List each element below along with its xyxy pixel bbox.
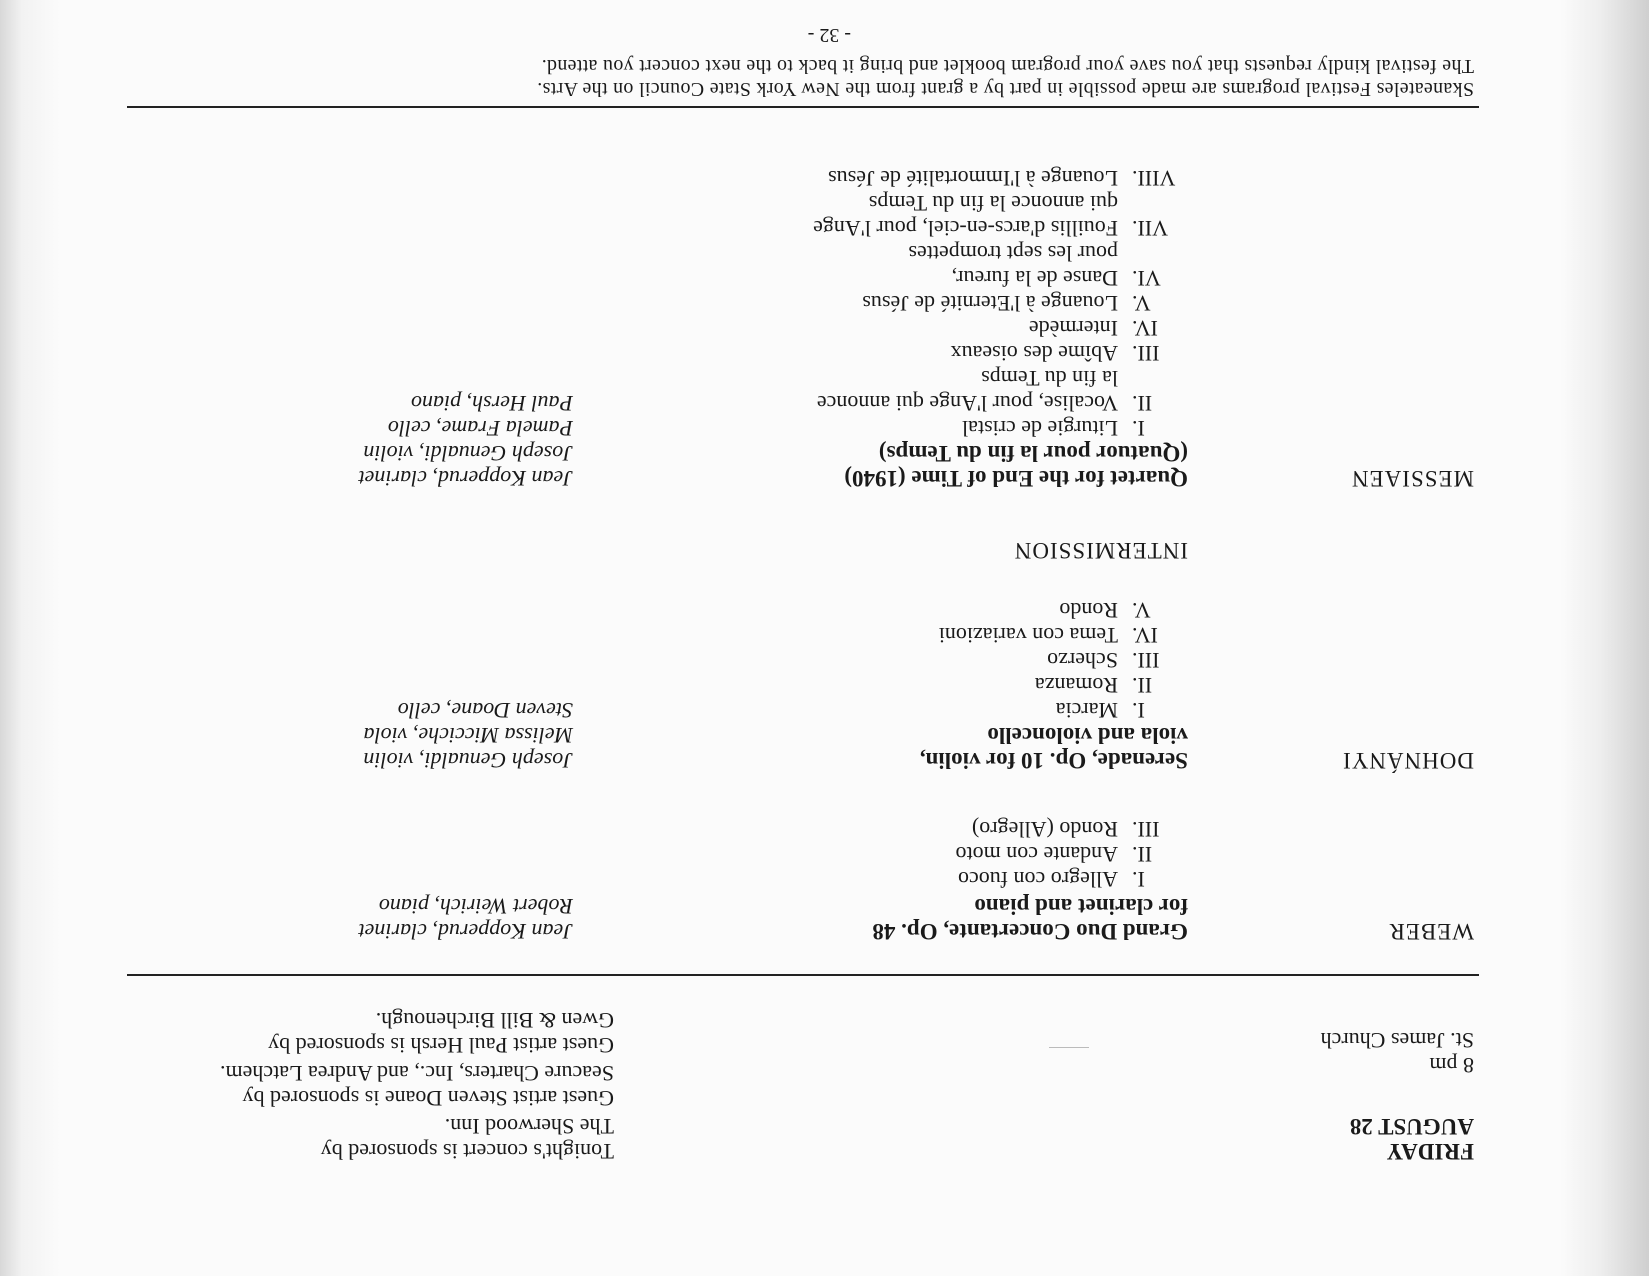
page-number: - 32 - — [807, 24, 851, 46]
movement-number: II. — [1132, 673, 1153, 698]
movement-number: V. — [1132, 598, 1151, 623]
movement-title: Andante con moto — [955, 842, 1118, 867]
footer-line: Skaneateles Festival programs are made possible in part by a grant from the New York State Council on the Arts. — [537, 78, 1474, 100]
time-label: 8 pm — [1429, 1053, 1474, 1078]
movement — [1059, 597, 1188, 623]
intermission-label: INTERMISSION — [1013, 538, 1188, 563]
movement — [862, 290, 1188, 316]
movement-title: Louange à l'Immortalité de Jésus — [828, 166, 1118, 191]
movement — [828, 165, 1188, 191]
work-title: Quartet for the End of Time (1940) — [844, 466, 1188, 491]
scan-mark — [1049, 1047, 1089, 1048]
footer-line: The festival kindly requests that you save your program booklet and bring it back to the next concert you attend. — [541, 55, 1474, 77]
work-title: Grand Duo Concertante, Op. 48 — [872, 919, 1188, 944]
movement-continuation: la fin du Temps — [981, 366, 1118, 391]
header-divider — [127, 974, 1479, 976]
movement-title: Danse de la fureur, — [951, 266, 1118, 291]
composer-name: MESSIAEN — [1350, 466, 1474, 491]
movement-title: Fouillis d'arcs-en-ciel, pour l'Ange — [813, 216, 1118, 241]
sponsor-line: Seacure Charters, Inc., and Andrea Latchem. — [220, 1061, 614, 1086]
movement — [1035, 672, 1188, 698]
sponsor-line: Guest artist Paul Hersh is sponsored by — [268, 1033, 614, 1058]
movement-number: II. — [1132, 391, 1153, 416]
movement — [951, 340, 1188, 366]
movement-title: Scherzo — [1047, 648, 1118, 673]
movement — [813, 215, 1188, 241]
movement — [1047, 647, 1188, 673]
sponsor-line: Gwen & Bill Birchenough. — [375, 1008, 614, 1033]
movement-title: Rondo (Allegro) — [971, 817, 1118, 842]
movement-number: V. — [1132, 291, 1151, 316]
performer: Pamela Frame, cello — [387, 416, 573, 441]
sponsor-line: The Sherwood Inn. — [444, 1114, 614, 1139]
movement-title: Romanza — [1034, 673, 1118, 698]
date-label: AUGUST 28 — [1349, 1114, 1474, 1139]
work-title: Serenade, Op. 10 for violin, — [919, 748, 1188, 773]
sponsor-line: Guest artist Steven Doane is sponsored by — [242, 1086, 614, 1111]
performer: Joseph Genualdi, violin — [363, 441, 573, 466]
performer: Joseph Genualdi, violin — [363, 748, 573, 773]
movement-title: Intermède — [1028, 316, 1118, 341]
movement-number: II. — [1132, 842, 1153, 867]
movement-title: Allegro con fuoco — [957, 867, 1118, 892]
movement-number: III. — [1132, 817, 1160, 842]
movement-title: Rondo — [1059, 598, 1118, 623]
performer: Steven Doane, cello — [397, 698, 573, 723]
movement-title: Liturgie de cristal — [962, 416, 1118, 441]
footer-divider — [127, 106, 1479, 108]
work-subtitle: viola and violoncello — [987, 723, 1188, 748]
movement-number: III. — [1132, 648, 1160, 673]
movement-number: I. — [1132, 698, 1145, 723]
day-label: FRIDAY — [1386, 1139, 1474, 1164]
movement-number: VII. — [1132, 216, 1169, 241]
movement-title: Vocalise, pour l'Ange qui annonce — [816, 391, 1118, 416]
movement-continuation: qui annonce la fin du Temps — [868, 191, 1118, 216]
movement-number: IV. — [1132, 316, 1158, 341]
movement — [939, 622, 1188, 648]
movement — [955, 841, 1188, 867]
movement — [952, 265, 1188, 291]
movement — [962, 415, 1188, 441]
composer-name: DOHNÁNYI — [1342, 748, 1474, 773]
venue-label: St. James Church — [1320, 1028, 1474, 1053]
movement-number: I. — [1132, 867, 1145, 892]
movement-number: IV. — [1132, 623, 1158, 648]
work-subtitle: (Quatuor pour la fin du Temps) — [878, 441, 1188, 466]
movement-number: VIII. — [1132, 166, 1176, 191]
work-subtitle: for clarinet and piano — [974, 894, 1188, 919]
movement-number: I. — [1132, 416, 1145, 441]
performer: Paul Hersh, piano — [411, 391, 573, 416]
movement — [817, 390, 1188, 416]
movement-number: VI. — [1132, 266, 1161, 291]
composer-name: WEBER — [1388, 919, 1474, 944]
movement — [1029, 315, 1188, 341]
movement-continuation: pour les sept trompettes — [908, 241, 1118, 266]
movement-title: Abîme des oiseaux — [950, 341, 1118, 366]
movement-title: Tema con variazioni — [938, 623, 1118, 648]
movement-title: Louange à l'Eternité de Jésus — [862, 291, 1118, 316]
performer: Melissa Micciche, viola — [363, 723, 573, 748]
performer: Robert Weirich, piano — [378, 894, 573, 919]
movement-number: III. — [1132, 341, 1160, 366]
movement-title: Marcia — [1055, 698, 1118, 723]
performer: Jean Kopperud, clarinet — [358, 919, 573, 944]
performer: Jean Kopperud, clarinet — [358, 466, 573, 491]
movement — [1056, 697, 1188, 723]
movement — [958, 866, 1188, 892]
movement — [972, 816, 1188, 842]
sponsor-line: Tonight's concert is sponsored by — [320, 1139, 614, 1164]
